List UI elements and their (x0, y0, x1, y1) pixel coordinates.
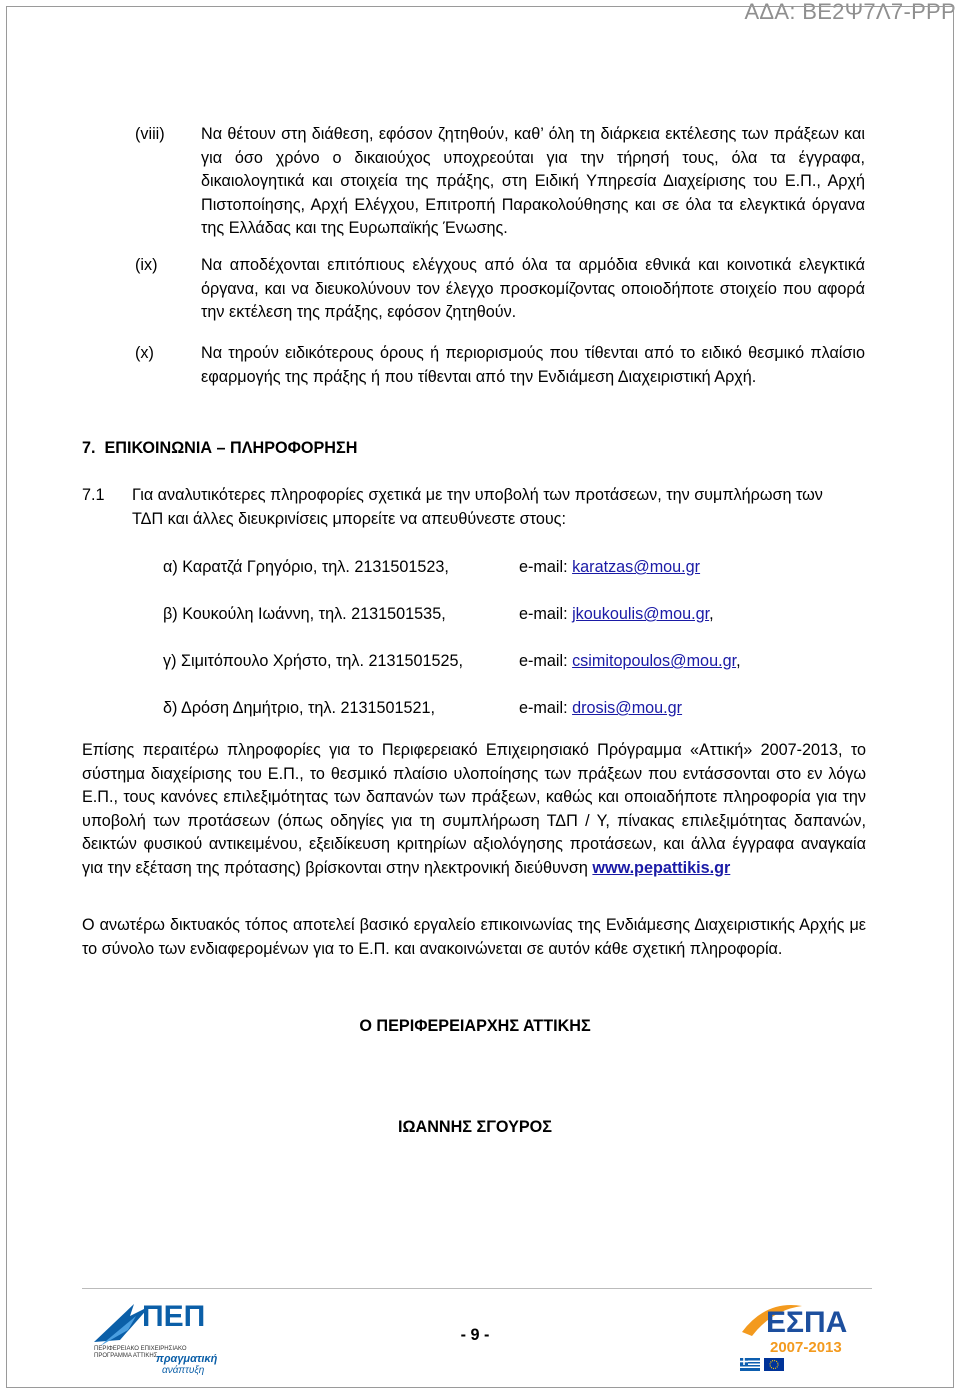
contact-name: β) Κουκούλη Ιωάννη, τηλ. 2131501535, (163, 605, 446, 623)
ada-watermark: ΑΔΑ: ΒΕ2Ψ7Λ7-ΡΡΡ (744, 0, 956, 24)
eu-flag-icon (764, 1358, 784, 1371)
email-link[interactable]: drosis@mou.gr (572, 699, 683, 717)
contact-email (519, 697, 682, 721)
contact-name: γ) Σιμιτόπουλο Χρήστο, τηλ. 2131501525, (163, 652, 463, 670)
contact-name: δ) Δρόση Δημήτριο, τηλ. 2131501521, (163, 699, 435, 717)
email-suffix: , (709, 605, 714, 623)
paragraph-number: 7.1 (82, 486, 105, 504)
item-text: Να θέτουν στη διάθεση, εφόσον ζητηθούν, καθ’ όλη τη διάρκεια εκτέλεσης των πράξεων και για όσο χρόνο ο δικαιούχος υποχρεούται για την τήρησή τους, όλα τα έγγραφα, δικαιολογητικά και στοιχεία της πράξης, στη Ειδική Υπηρεσία Διαχείρισης του Ε.Π., Αρχή Πιστοποίησης, Αρχή Ελέγχου, Επιτροπή Παρακολούθησης και σε όλα τα ελεγκτικά όργανα της Ελλάδας και της Ευρωπαϊκής Ένωσης. (201, 125, 865, 237)
signature-title: Ο ΠΕΡΙΦΕΡΕΙΑΡΧΗΣ ΑΤΤΙΚΗΣ (359, 1017, 591, 1035)
website-paragraph: Ο ανωτέρω δικτυακός τόπος αποτελεί βασικό εργαλείο επικοινωνίας της Ενδιάμεσης Διαχειριστικής Αρχής με το σύνολο των ενδιαφερομένων για το Ε.Π. και ανακοινώνεται σε αυτόν κάθε σχετική πληροφορία. (82, 916, 866, 958)
contact-email (519, 556, 700, 580)
info-paragraph (82, 739, 866, 880)
email-label: e-mail: (519, 652, 573, 670)
espa-logo-main: ΕΣΠΑ (766, 1306, 848, 1339)
website-link[interactable]: www.pepattikis.gr (592, 858, 731, 877)
espa-logo (736, 1296, 876, 1376)
footer-divider (82, 1288, 872, 1289)
contact-name: α) Καρατζά Γρηγόριο, τηλ. 2131501523, (163, 558, 449, 576)
greek-flag-icon (740, 1358, 760, 1371)
contact-email (519, 603, 714, 627)
email-label: e-mail: (519, 699, 573, 717)
email-label: e-mail: (519, 605, 573, 623)
info-paragraph-text: Επίσης περαιτέρω πληροφορίες για το Περιφερειακό Επιχειρησιακό Πρόγραμμα «Αττική» 2007-2013, το σύστημα διαχείρισης του Ε.Π., το θεσμικό πλαίσιο υλοποίησης των πράξεων που εντάσσονται στο εν λόγω Ε.Π., τους κανόνες επιλεξιμότητας των δαπανών των πράξεων, καθώς και οποιαδήποτε πληροφορία για την υποβολή των προτάσεων (όπως οδηγίες για τη συμπλήρωση ΤΔΠ / Υ, πίνακας επιλεξιμότητας δαπανών, δεικτών φυσικού αντικειμένου, εξειδίκευση κριτηρίων αξιολόγησης προτάσεων, και άλλα έγγραφα αναγκαία για την εξέταση της πρότασης) βρίσκονται στην ηλεκτρονική διεύθυνση (82, 741, 866, 877)
signature-name: ΙΩΑΝΝΗΣ ΣΓΟΥΡΟΣ (398, 1118, 552, 1136)
item-text: Να αποδέχονται επιτόπιους ελέγχους από όλα τα αρμόδια εθνικά και κοινοτικά ελεγκτικά όργανα, και να διευκολύνουν τον έλεγχο προσκομίζοντας οποιοδήποτε στοιχείο που αφορά την εκτέλεση της πράξης, εφόσον ζητηθούν. (201, 256, 865, 321)
pep-logo-sub1: ΠΕΡΙΦΕΡΕΙΑΚΟ ΕΠΙΧΕΙΡΗΣΙΑΚΟ (94, 1346, 187, 1352)
paragraph-text: Για αναλυτικότερες πληροφορίες σχετικά με την υποβολή των προτάσεων, την συμπλήρωση των ΤΔΠ και άλλες διευκρινίσεις μπορείτε να απευθύνεστε στους: (132, 486, 823, 528)
item-number: (ix) (135, 256, 158, 274)
contact-email (519, 650, 741, 674)
espa-logo-years: 2007-2013 (770, 1339, 842, 1356)
item-number: (viii) (135, 125, 165, 143)
pep-logo-sub2: ΠΡΟΓΡΑΜΜΑ ΑΤΤΙΚΗΣ (94, 1353, 158, 1359)
email-link[interactable]: csimitopoulos@mou.gr (572, 652, 737, 670)
item-number: (x) (135, 344, 154, 362)
section-heading: 7. ΕΠΙΚΟΙΝΩΝΙΑ – ΠΛΗΡΟΦΟΡΗΣΗ (82, 439, 358, 457)
item-text: Να τηρούν ειδικότερους όρους ή περιορισμούς που τίθενται από το ειδικό θεσμικό πλαίσιο εφαρμογής της πράξης ή που τίθενται από την Ενδιάμεση Διαχειριστική Αρχή. (201, 344, 865, 386)
pep-logo-tag1: πραγματική (156, 1353, 218, 1365)
page-number: - 9 - (460, 1326, 490, 1344)
espa-logo-graphic (736, 1296, 876, 1376)
pep-logo-tag2: ανάπτυξη (162, 1365, 205, 1376)
email-link[interactable]: jkoukoulis@mou.gr (572, 605, 710, 623)
email-link[interactable]: karatzas@mou.gr (572, 558, 701, 576)
pep-logo-main: ΠΕΠ (142, 1300, 206, 1333)
email-suffix: , (736, 652, 741, 670)
email-label: e-mail: (519, 558, 573, 576)
